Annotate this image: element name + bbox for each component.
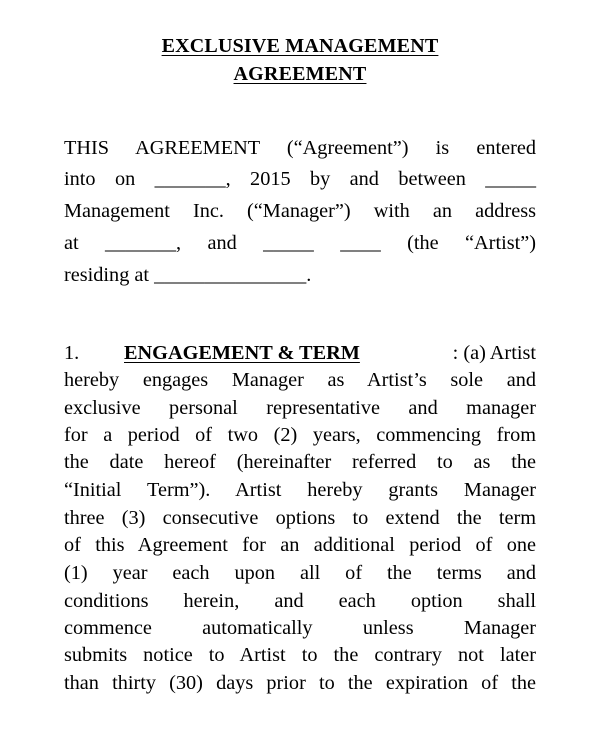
document-title-line-1 [0, 34, 600, 58]
document-title-text-2: AGREEMENT [233, 63, 367, 85]
intro-line: into on _______, 2015 by and between _____ [64, 168, 536, 190]
intro-line: at _______, and _____ ____ (the “Artist”) [64, 232, 536, 254]
section-1-line: the date hereof (hereinafter referred to as the [64, 451, 536, 473]
section-1-first-line-rest: : (a) Artist [452, 342, 536, 364]
section-1-line: submits notice to Artist to the contrary not later [64, 644, 536, 666]
document-title-text-1: EXCLUSIVE MANAGEMENT [161, 35, 439, 57]
document-title-line-2 [0, 62, 600, 86]
section-1-line: (1) year each upon all of the terms and [64, 562, 536, 584]
section-1-left [64, 340, 360, 366]
section-1-line: than thirty (30) days prior to the expiration of the [64, 672, 536, 694]
section-1-line: for a period of two (2) years, commencing from [64, 424, 536, 446]
section-1-line: of this Agreement for an additional period of one [64, 534, 536, 556]
section-1-line: hereby engages Manager as Artist’s sole and [64, 369, 536, 391]
section-1-line: commence automatically unless Manager [64, 617, 536, 639]
intro-line: Management Inc. (“Manager”) with an address [64, 200, 536, 222]
section-heading: ENGAGEMENT & TERM [124, 342, 360, 364]
section-1-line: “Initial Term”). Artist hereby grants Manager [64, 479, 536, 501]
section-1-line: exclusive personal representative and manager [64, 397, 536, 419]
intro-line: residing at _______________. [64, 264, 312, 286]
section-1-line: three (3) consecutive options to extend the term [64, 507, 536, 529]
section-1-heading-line [64, 340, 536, 366]
section-1-line: conditions herein, and each option shall [64, 590, 536, 612]
intro-line: THIS AGREEMENT (“Agreement”) is entered [64, 137, 536, 159]
section-number: 1. [64, 342, 80, 364]
